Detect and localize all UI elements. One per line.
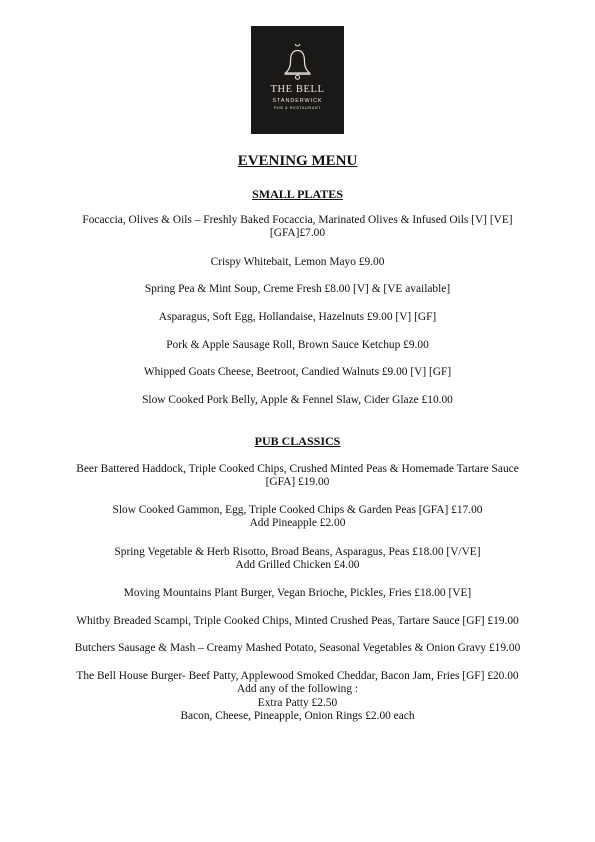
menu-item: Spring Vegetable & Herb Risotto, Broad Beans, Asparagus, Peas £18.00 [V/VE] Add Grilled Chicken £4.00	[114, 546, 481, 572]
small-plates-heading: SMALL PLATES	[252, 187, 343, 201]
menu-item: Focaccia, Olives & Oils – Freshly Baked Focaccia, Marinated Olives & Infused Oils [V] [VE] [GFA]£7.00	[82, 214, 513, 240]
logo-place: STANDERWICK	[272, 98, 323, 104]
menu-item: Beer Battered Haddock, Triple Cooked Chips, Crushed Minted Peas & Homemade Tartare Sauce [GFA] £19.00	[76, 463, 519, 489]
menu-item: Slow Cooked Pork Belly, Apple & Fennel Slaw, Cider Glaze £10.00	[142, 394, 453, 406]
pub-classics-heading: PUB CLASSICS	[254, 434, 341, 448]
menu-title: EVENING MENU	[237, 153, 358, 169]
menu-item: Butchers Sausage & Mash – Creamy Mashed Potato, Seasonal Vegetables & Onion Gravy £19.00	[74, 642, 521, 654]
menu-item: Asparagus, Soft Egg, Hollandaise, Hazelnuts £9.00 [V] [GF]	[158, 311, 437, 323]
bell-icon	[282, 44, 313, 82]
menu-item: Moving Mountains Plant Burger, Vegan Brioche, Pickles, Fries £18.00 [VE]	[123, 587, 472, 599]
menu-item: Slow Cooked Gammon, Egg, Triple Cooked Chips & Garden Peas [GFA] £17.00 Add Pineapple £2.00	[112, 504, 483, 530]
menu-item: The Bell House Burger- Beef Patty, Applewood Smoked Cheddar, Bacon Jam, Fries [GF] £20.00 Add any of the following : Extra Patty £2.50 Bacon, Cheese, Pineapple, Onion Rings £2.00 each	[76, 670, 519, 723]
menu-item: Spring Pea & Mint Soup, Creme Fresh £8.00 [V] & [VE available]	[144, 283, 451, 295]
logo-tagline: PUB & RESTAURANT	[273, 106, 322, 110]
menu-item: Whipped Goats Cheese, Beetroot, Candied Walnuts £9.00 [V] [GF]	[143, 366, 452, 378]
menu-item: Whitby Breaded Scampi, Triple Cooked Chips, Minted Crushed Peas, Tartare Sauce [GF] £19.00	[76, 615, 519, 627]
menu-item: Crispy Whitebait, Lemon Mayo £9.00	[210, 256, 385, 268]
menu-item: Pork & Apple Sausage Roll, Brown Sauce Ketchup £9.00	[166, 339, 429, 351]
logo	[251, 26, 344, 134]
logo-name: THE BELL	[270, 84, 325, 95]
